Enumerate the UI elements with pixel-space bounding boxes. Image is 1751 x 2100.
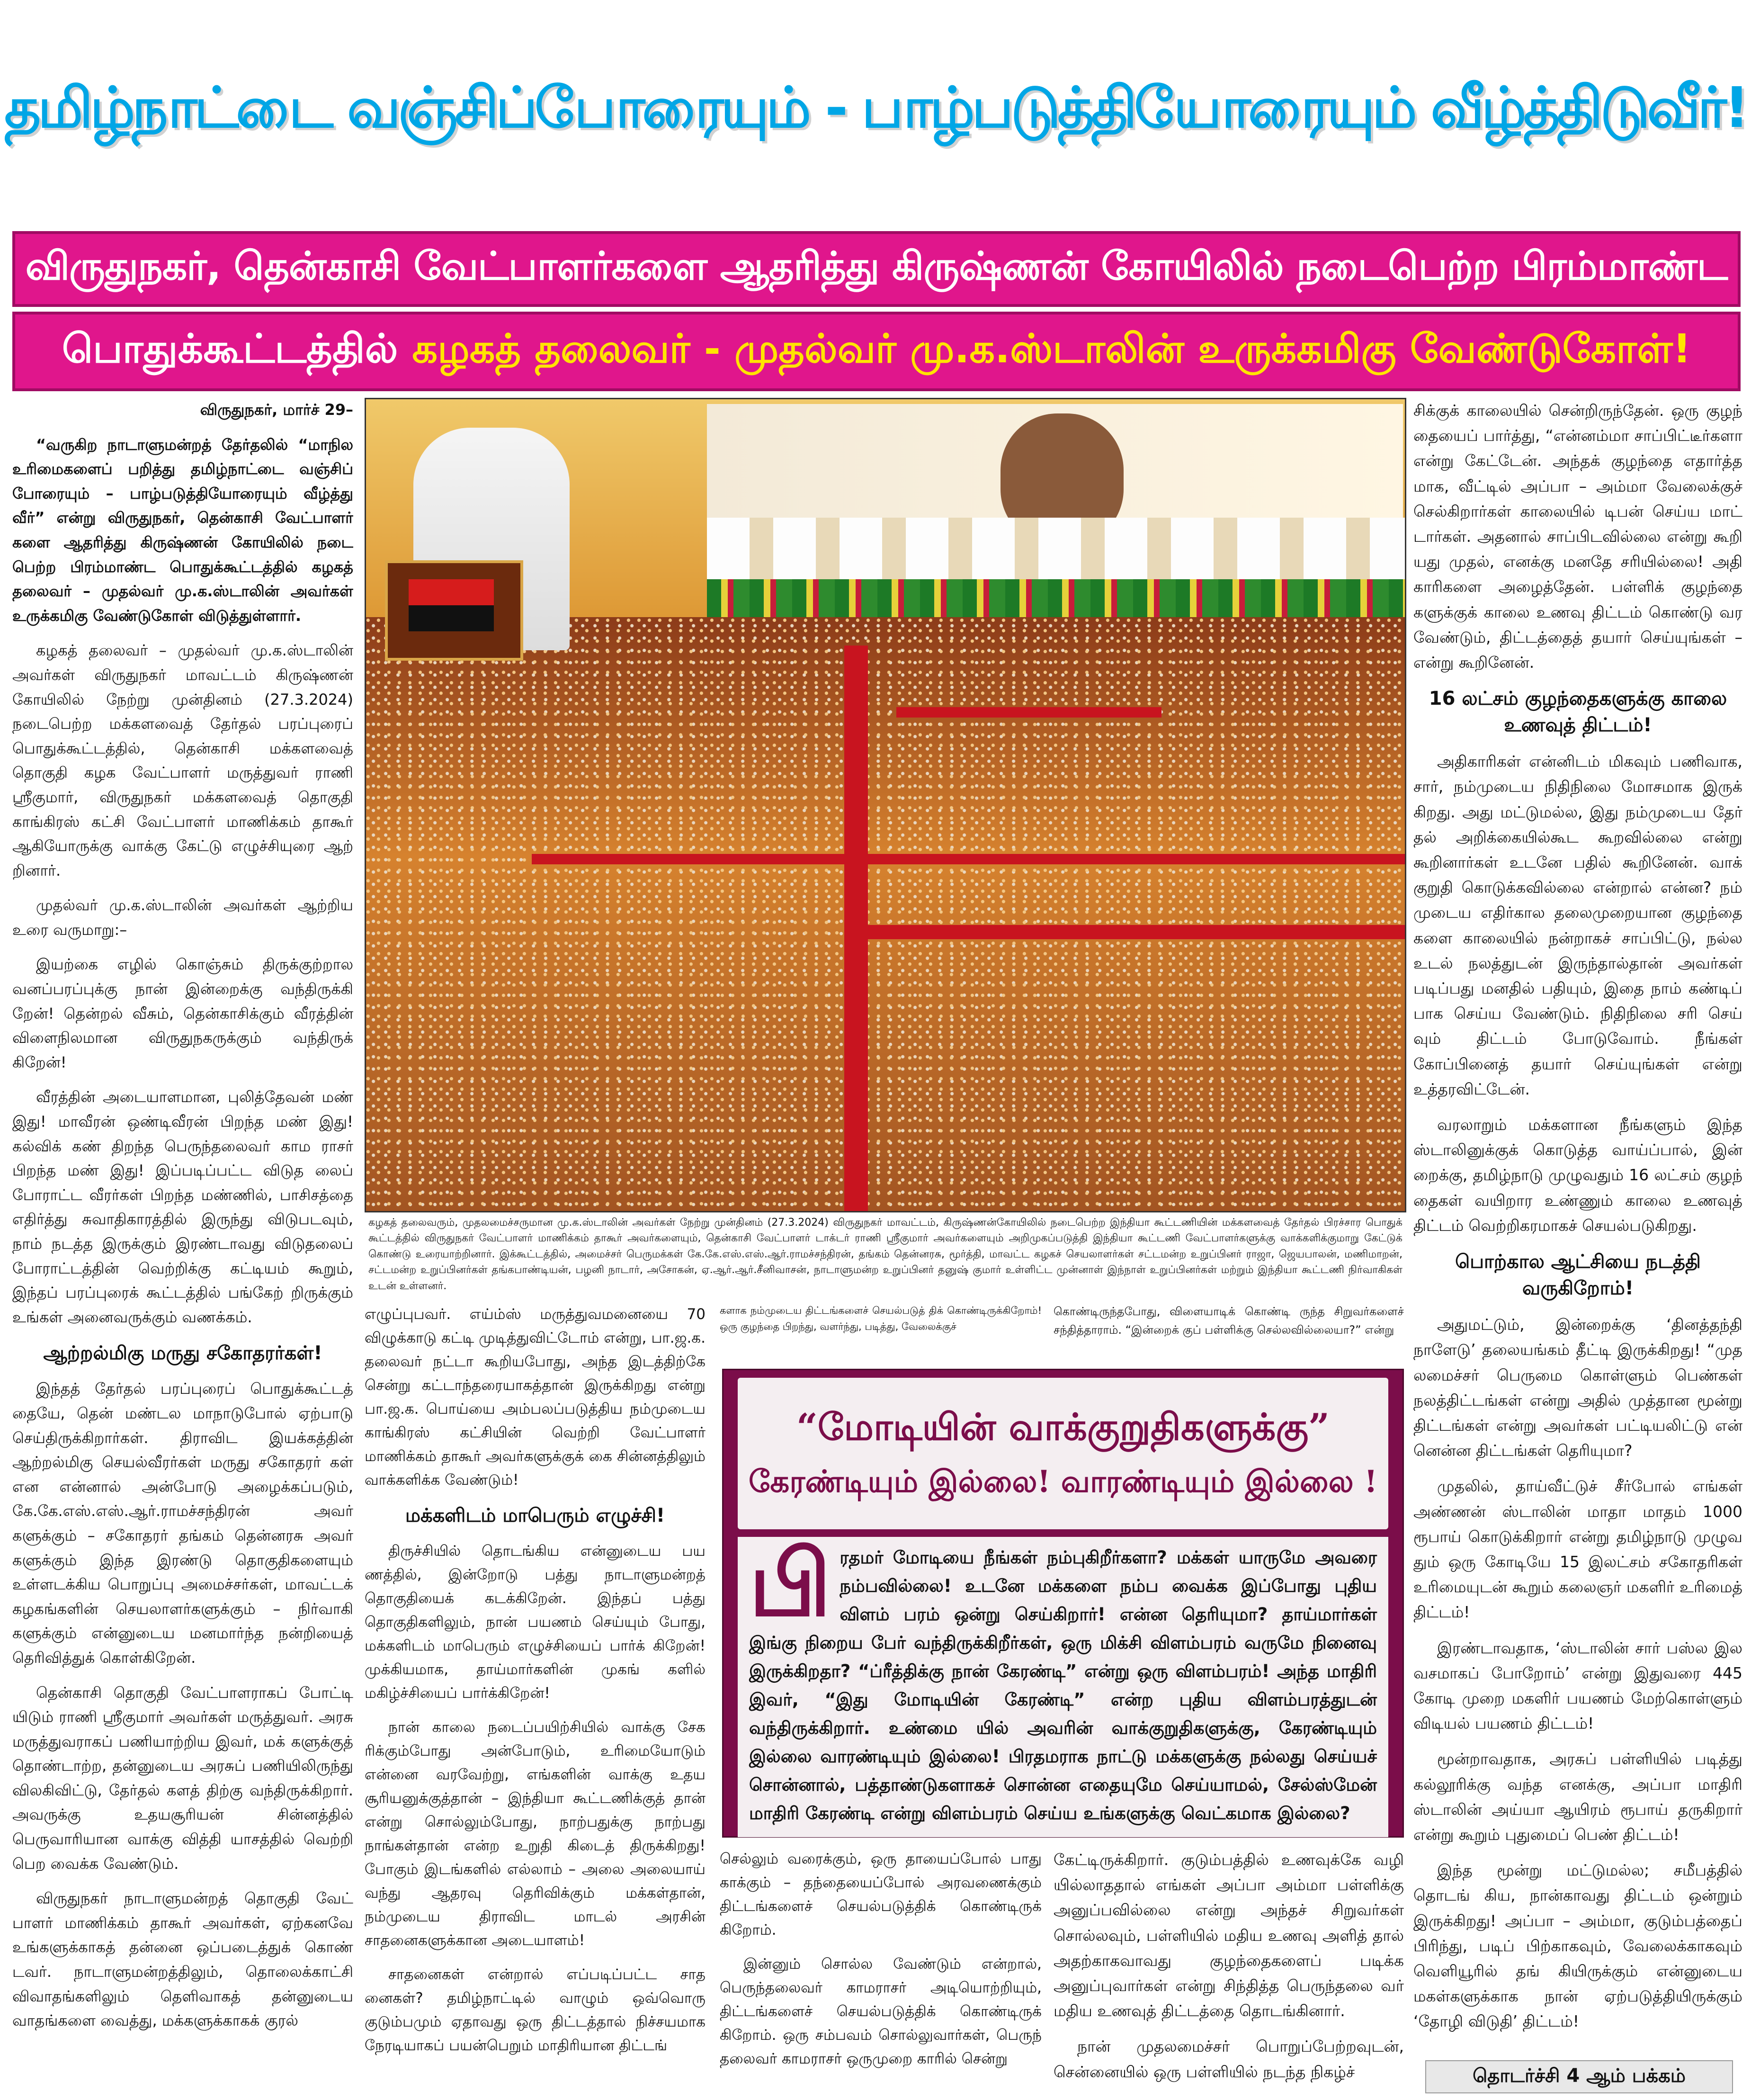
paragraph: நான் முதலமைச்சர் பொறுப்பேற்றவுடன், சென்னையில் ஒரு பள்ளியில் நடந்த நிகழ்ச்	[1054, 2037, 1404, 2081]
red-carpet-aisle	[863, 925, 1406, 939]
paragraph: இந்தத் தேர்தல் பரப்புரைப் பொதுக்கூட்டத் தையே, தென் மண்டல மாநாடுபோல் ஏற்பாடு செய்திருக்கிறார்கள். திராவிட இயக்கத்தின் ஆற்றல்மிகு செயல்வீரர்கள் மருது சகோதரர் கள் என என்னால் அன்போடு அழைக்கப்படும், கே.கே.எஸ்.எஸ்.ஆர்.ராமச்சந்திரன் அவர் களுக்கும் – சகோதரர் தங்கம் தென்னரசு அவர் களுக்கும் இந்த இரண்டு தொகுதிகளையும் உள்ளடக்கிய பொறுப்பு அமைச்சர்கள், மாவட்டக் கழகங்களின் செயலாளர்களுக்கும் – நிர்வாகி களுக்கும் என்னுடைய மனமார்ந்த நன்றியைத் தெரிவித்துக் கொள்கிறேன்.	[12, 1380, 353, 1667]
boxed-heading-line-1: “மோடியின் வாக்குறுதிகளுக்கு”	[796, 1406, 1330, 1449]
boxed-heading-line-2: கேரண்டியும் இல்லை! வாரண்டியும் இல்லை !	[748, 1464, 1378, 1499]
section-subhead: 16 லட்சம் குழந்தைகளுக்கு காலை உணவுத் திட்டம்!	[1429, 688, 1727, 736]
flower-decoration	[707, 579, 1406, 617]
continued-on-page-label: தொடர்ச்சி 4 ஆம் பக்கம்	[1425, 2060, 1733, 2093]
paragraph: எழுப்புபவர். எய்ம்ஸ் மருத்துவமனையை 70 விழுக்காடு கட்டி முடித்துவிட்டோம் என்று, பா.ஜ.க. தலைவர் நட்டா கூறியபோது, அந்த இடத்திற்கே சென்று கட்டாந்தரையாகத்தான் இருக்கிறது என்று பா.ஜ.க. பொய்யை அம்பலப்படுத்திய நம்முடைய காங்கிரஸ் கட்சியின் வெற்றி வேட்பாளர் மாணிக்கம் தாகூர் அவர்களுக்குக் கை சின்னத்திலும் வாக்களிக்க வேண்டும்!	[365, 1306, 706, 1489]
paragraph: கழகத் தலைவர் – முதல்வர் மு.க.ஸ்டாலின் அவர்கள் விருதுநகர் மாவட்டம் கிருஷ்ணன் கோயிலில் நேற்று முன்தினம் (27.3.2024) நடைபெற்ற மக்களவைத் தேர்தல் பரப்புரைப் பொதுக்கூட்டத்தில், தென்காசி மக்களவைத் தொகுதி கழக வேட்பாளர் மருத்துவர் ராணி ஸ்ரீகுமார், விருதுநகர் மக்களவைத் தொகுதி காங்கிரஸ் கட்சி வேட்பாளர் மாணிக்கம் தாகூர் ஆகியோருக்கு வாக்கு கேட்டு எழுச்சியுரை ஆற் றினார்.	[12, 641, 353, 879]
paragraph: செல்லும் வரைக்கும், ஒரு தாயைப்போல் பாது காக்கும் – தந்தையைப்போல் அரவணைக்கும் திட்டங்களைச் செயல்படுத்திக் கொண்டிருக் கிறோம்.	[720, 1850, 1042, 1938]
party-flag-emblem	[409, 579, 494, 631]
paragraph: மூன்றாவதாக, அரசுப் பள்ளியில் படித்து கல்லூரிக்கு வந்த எனக்கு, அப்பா மாதிரி ஸ்டாலின் அய்யா ஆயிரம் ரூபாய் தருகிறார் என்று கூறும் புதுமைப் பெண் திட்டம்!	[1413, 1750, 1742, 1844]
paragraph: அதிகாரிகள் என்னிடம் மிகவும் பணிவாக, சார், நம்முடைய நிதிநிலை மோசமாக இருக் கிறது. அது மட்டுமல்ல, இது நம்முடைய தேர் தல் அறிக்கையில்கூட கூறவில்லை என்று கூறினார்கள் உடனே பதில் கூறினேன். வாக் குறுதி கொடுக்கவில்லை என்றால் என்ன? நம் முடைய எதிர்கால தலைமுறையான குழந்தை களை காலையில் நன்றாகச் சாப்பிட்டு, நல்ல உடல் நலத்துடன் இருந்தால்தான் அவர்கள் படிப்பது மனதில் பதியும், இதை நாம் கண்டிப் பாக செய்ய வேண்டும். நிதிநிலை சரி செய் வும் திட்டம் போடுவோம். நீங்கள் கோப்பினைத் தயார் செய்யுங்கள் என்று உத்தரவிட்டேன்.	[1413, 752, 1742, 1098]
paragraph: இரண்டாவதாக, ‘ஸ்டாலின் சார் பஸ்ல இல வசமாகப் போறோம்’ என்று இதுவரை 445 கோடி முறை மகளிர் பயணம் மேற்கொள்ளும் விடியல் பயணம் திட்டம்!	[1413, 1638, 1742, 1733]
paragraph: நான் காலை நடைப்பயிற்சியில் வாக்கு சேக ரிக்கும்போது அன்போடும், உரிமையோடும் என்னை வரவேற்று, எங்களின் வாக்கு உதய சூரியனுக்குத்தான் – இந்தியா கூட்டணிக்குத் தான் என்று சொல்லும்போது, நாற்பதுக்கு நாற்பது நாங்கள்தான் என்ற உறுதி கிடைத் திருக்கிறது! போகும் இடங்களில் எல்லாம் – அலை அலையாய் வந்து ஆதரவு தெரிவிக்கும் மக்கள்தான், நம்முடைய திராவிட மாடல் அரசின் சாதனைகளுக்கான அடையாளம்!	[365, 1719, 706, 1949]
red-carpet-aisle	[896, 707, 1161, 718]
paragraph: அதுமட்டும், இன்றைக்கு ‘தினத்தந்தி நாளேடு’ தலையங்கம் தீட்டி இருக்கிறது! “முத லமைச்சர் பெருமை கொள்ளும் பெண்கள் நலத்திட்டங்கள் என்று அதில் முத்தான மூன்று திட்டங்கள் என்று அவர்கள் பட்டியலிட்டு என் னென்ன திட்டங்கள் தெரியுமா?	[1413, 1315, 1742, 1460]
section-subhead: ஆற்றல்மிகு மருது சகோதரர்கள்!	[43, 1342, 322, 1364]
paragraph: திருச்சியில் தொடங்கிய என்னுடைய பய ணத்தில், இன்றோடு பத்து நாடாளுமன்றத் தொகுதியைக் கடக்கிறேன். இந்தப் பத்து தொகுதிகளிலும், நான் பயணம் செய்யும் போது, மக்களிடம் மாபெரும் எழுச்சியைப் பார்க் கிறேன்! முக்கியமாக, தாய்மார்களின் முகங் களில் மகிழ்ச்சியைப் பார்க்கிறேன்!	[365, 1543, 706, 1702]
article-column-c2-top	[1054, 1302, 1404, 1359]
dignitaries-row	[707, 518, 1406, 584]
boxed-body	[738, 1537, 1388, 1837]
crowd	[366, 617, 1405, 1212]
subheadline-part-a: பொதுக்கூட்டத்தில்	[62, 325, 398, 372]
paragraph: களாக நம்முடைய திட்டங்களைச் செயல்படுத் திக் கொண்டிருக்கிறோம்! ஒரு குழந்தை பிறந்து, வளர்ந்து, படித்து, வேலைக்குச்	[720, 1305, 1042, 1332]
paragraph: இன்னும் சொல்ல வேண்டும் என்றால், பெருந்தலைவர் காமராசர் அடியொற்றியும், திட்டங்களைச் செயல்படுத்திக் கொண்டிருக் கிறோம். ஒரு சம்பவம் சொல்லுவார்கள், பெருந் தலைவர் காமராசர் ஒருமுறை காரில் சென்று	[720, 1956, 1042, 2067]
paragraph: தென்காசி தொகுதி வேட்பாளராகப் போட்டி யிடும் ராணி ஸ்ரீகுமார் அவர்கள் மருத்துவர். அரசு மருத்துவராகப் பணியாற்றிய இவர், மக் களுக்குத் தொண்டாற்ற, தன்னுடைய அரசுப் பணியிலிருந்து விலகிவிட்டு, தேர்தல் களத் திற்கு வந்திருக்கிறார். அவருக்கு உதயசூரியன் சின்னத்தில் பெருவாரியான வாக்கு வித்தி யாசத்தில் வெற்றி பெற வைக்க வேண்டும்.	[12, 1683, 353, 1873]
rally-photo	[365, 398, 1406, 1212]
subheadline-band-1: விருதுநகர், தென்காசி வேட்பாளர்களை ஆதரித்து கிருஷ்ணன் கோயிலில் நடைபெற்ற பிரம்மாண்ட	[12, 231, 1741, 307]
paragraph: இயற்கை எழில் கொஞ்சும் திருக்குற்றால வனப்பரப்புக்கு நான் இன்றைக்கு வந்திருக்கி றேன்! தென்றல் வீசும், தென்காசிக்கும் வீரத்தின் விளைநிலமான விருதுநகருக்கும் வந்திருக் கிறேன்!	[12, 955, 353, 1071]
paragraph: முதலில், தாய்வீட்டுச் சீர்போல் எங்கள் அண்ணன் ஸ்டாலின் மாதா மாதம் 1000 ரூபாய் கொடுக்கிறார் என்று தமிழ்நாடு முழுவ தும் ஒரு கோடியே 15 இலட்சம் சகோதரிகள் உரிமையுடன் கூறும் கலைஞர் மகளிர் உரிமைத் திட்டம்!	[1413, 1477, 1742, 1622]
article-column-b	[365, 1302, 706, 2098]
red-carpet-aisle	[532, 854, 1406, 864]
boxed-text: ரதமர் மோடியை நீங்கள் நம்புகிறீர்களா? மக்கள் யாருமே அவரை நம்பவில்லை! உடனே மக்களை நம்ப வைக்க இப்போது புதிய விளம் பரம் ஒன்று செய்கிறார்! என்ன தெரியுமா? தாய்மார்கள் இங்கு நிறைய பேர் வந்திருக்கிறீர்கள், ஒரு மிக்சி விளம்பரம் வருமே நினைவு இருக்கிறதா? “ப்ரீத்திக்கு நான் கேரண்டி” என்று ஒரு விளம்பரம்! அந்த மாதிரி இவர், “இது மோடியின் கேரண்டி” என்ற புதிய விளம்பரத்துடன் வந்திருக்கிறார். உண்மை யில் அவரின் வாக்குறுதிகளுக்கு, கேரண்டியும் இல்லை வாரண்டியும் இல்லை! பிரதமராக நாட்டு மக்களுக்கு நல்லது செய்யச் சொன்னால், பத்தாண்டுகளாகச் சொன்ன எதையுமே செய்யாமல், சேல்ஸ்மேன் மாதிரி கேரண்டி என்று விளம்பரம் செய்ய உங்களுக்கு வெட்கமாக இல்லை?	[749, 1547, 1377, 1823]
section-subhead: மக்களிடம் மாபெரும் எழுச்சி!	[405, 1505, 665, 1526]
lead-paragraph: “வருகிற நாடாளுமன்றத் தேர்தலில் “மாநில உரிமைகளைப் பறித்து தமிழ்நாட்டை வஞ்சிப் போரையும் – பாழ்படுத்தியோரையும் வீழ்த்து வீர்” என்று விருதுநகர், தென்காசி வேட்பாளர் களை ஆதரித்து கிருஷ்ணன் கோயிலில் நடை பெற்ற பிரம்மாண்ட பொதுக்கூட்டத்தில் கழகத் தலைவர் – முதல்வர் மு.க.ஸ்டாலின் அவர்கள் உருக்கமிகு வேண்டுகோள் விடுத்துள்ளார்.	[12, 435, 353, 625]
article-column-c-top	[720, 1302, 1042, 1359]
article-column-left	[12, 398, 353, 2093]
boxed-heading	[738, 1378, 1388, 1529]
boxed-quote-section	[722, 1369, 1404, 1838]
paragraph: கொண்டிருந்தபோது, விளையாடிக் கொண்டி ருந்த சிறுவர்களைச் சந்தித்தாராம். “இன்றைக் குப் பள்ளிக்கு செல்லவில்லையா?” என்று	[1054, 1305, 1404, 1337]
paragraph: வரலாறும் மக்களான நீங்களும் இந்த ஸ்டாலினுக்குக் கொடுத்த வாய்ப்பால், இன் றைக்கு, தமிழ்நாடு முழுவதும் 16 லட்சம் குழந் தைகள் வயிறார உண்ணும் காலை உணவுத் திட்டம் வெற்றிகரமாகச் செயல்படுகிறது.	[1413, 1115, 1742, 1235]
paragraph: சிக்குக் காலையில் சென்றிருந்தேன். ஒரு குழந் தையைப் பார்த்து, “என்னம்மா சாப்பிட்டீர்களா என்று கேட்டேன். அந்தக் குழந்தை எதார்த்த மாக, வீட்டில் அப்பா – அம்மா வேலைக்குச் செல்கிறார்கள் காலையில் டிபன் செய்ய மாட் டார்கள். அதனால் சாப்பிடவில்லை என்று கூறி யது முதல், எனக்கு மனதே சரியில்லை! அதி காரிகளை அழைத்தேன். பள்ளிக் குழந்தை களுக்குக் காலை உணவு திட்டம் கொண்டு வர வேண்டும், திட்டத்தைத் தயார் செய்யுங்கள் – என்று கூறினேன்.	[1413, 401, 1742, 672]
subheadline-part-b: கழகத் தலைவர் - முதல்வர் மு.க.ஸ்டாலின் உருக்கமிகு வேண்டுகோள்!	[412, 325, 1691, 372]
article-column-c-bottom	[720, 1847, 1042, 2098]
drop-cap: பி	[749, 1537, 831, 1636]
main-headline: தமிழ்நாட்டை வஞ்சிப்போரையும் - பாழ்படுத்தியோரையும் வீழ்த்திடுவீர்!	[4, 75, 1747, 140]
dateline: விருதுநகர், மார்ச் 29–	[200, 401, 353, 419]
article-column-c2-bottom	[1054, 1847, 1404, 2098]
paragraph: முதல்வர் மு.க.ஸ்டாலின் அவர்கள் ஆற்றிய உரை வருமாறு:–	[12, 896, 353, 939]
photo-caption: கழகத் தலைவரும், முதலமைச்சருமான மு.க.ஸ்டாலின் அவர்கள் நேற்று முன்தினம் (27.3.2024) விருதுநகர் மாவட்டம், கிருஷ்ணன்கோயிலில் நடைபெற்ற இந்தியா கூட்டணியின் மக்களவைத் தேர்தல் பிரச்சார பொதுக் கூட்டத்தில் விருதுநகர் வேட்பாளர் மாணிக்கம் தாகூர் அவர்களையும், தென்காசி வேட்பாளர் டாக்டர் ராணி ஸ்ரீகுமார் அவர்களையும் அறிமுகப்படுத்தி இந்தியா கூட்டணி வேட்பாளர்களுக்கு வாக்களிக்குமாறு கேட்டுக் கொண்டு உரையாற்றினார். இக்கூட்டத்தில், அமைச்சர் பெருமக்கள் கே.கே.எஸ்.எஸ்.ஆர்.ராமச்சந்திரன், தங்கம் தென்னரசு, மூர்த்தி, மாவட்ட கழகச் செயலாளர்கள் சட்டமன்ற உறுப்பினர் ராஜா, ஜெயபாலன், மணிமாறன், சட்டமன்ற உறுப்பினர்கள் தங்கபாண்டியன், பழனி நாடார், அசோகன், ஏ.ஆர்.ஆர்.சீனிவாசன், நாடாளுமன்ற உறுப்பினர் தனுஷ் குமார் உள்ளிட்ட முன்னாள் இந்நாள் உறுப்பினர்கள் மற்றும் இந்தியா கூட்டணி நிர்வாகிகள் உடன் உள்ளனர்.	[368, 1217, 1403, 1292]
article-column-right	[1413, 398, 1742, 2093]
paragraph: விருதுநகர் நாடாளுமன்றத் தொகுதி வேட் பாளர் மாணிக்கம் தாகூர் அவர்கள், ஏற்கனவே உங்களுக்காகத் தன்னை ஒப்படைத்துக் கொண் டவர். நாடாளுமன்றத்திலும், தொலைக்காட்சி விவாதங்களிலும் தெளிவாகத் தன்னுடைய வாதங்களை வைத்து, மக்களுக்காகக் குரல்	[12, 1889, 353, 2030]
paragraph: சாதனைகள் என்றால் எப்படிப்பட்ட சாத னைகள்? தமிழ்நாட்டில் வாழும் ஒவ்வொரு குடும்பமும் ஏதாவது ஒரு திட்டத்தால் நிச்சயமாக நேரடியாகப் பயன்பெறும் மாதிரியான திட்டங்	[365, 1966, 706, 2054]
paragraph: வீரத்தின் அடையாளமான, புலித்தேவன் மண் இது! மாவீரன் ஒண்டிவீரன் பிறந்த மண் இது! கல்விக் கண் திறந்த பெருந்தலைவர் காம ராசர் பிறந்த மண் இது! இப்படிப்பட்ட விடுத லைப் போராட்ட வீரர்கள் பிறந்த மண்ணில், பாசிசத்தை எதிர்த்து சுவாதிகாரத்தில் இருந்து விடுபடவும், நாம் நடத்த இருக்கும் இரண்டாவது விடுதலைப் போராட்டத்தின் வெற்றிக்கு கட்டியம் கூறும், இந்தப் பரப்புரைக் கூட்டத்தில் பங்கேற் றிருக்கும் உங்கள் அனைவருக்கும் வணக்கம்.	[12, 1088, 353, 1326]
paragraph: கேட்டிருக்கிறார். குடும்பத்தில் உணவுக்கே வழி யில்லாததால் எங்கள் அப்பா அம்மா பள்ளிக்கு அனுப்பவில்லை என்று அந்தச் சிறுவர்கள் சொல்லவும், பள்ளியில் மதிய உணவு அளித் தால் அதற்காகவாவது குழந்தைகளைப் படிக்க அனுப்புவார்கள் என்று சிந்தித்த பெருந்தலை வர் மதிய உணவுத் திட்டத்தை தொடங்கினார்.	[1054, 1850, 1404, 2020]
paragraph: இந்த மூன்று மட்டுமல்ல; சமீபத்தில் தொடங் கிய, நான்காவது திட்டம் ஒன்றும் இருக்கிறது! அப்பா – அம்மா, குடும்பத்தைப் பிரிந்து, படிப் பிற்காகவும், வேலைக்காகவும் வெளியூரில் தங் கியிருக்கும் என்னுடைய மகள்களுக்காக நான் ஏற்படுத்தியிருக்கும் ‘தோழி விடுதி’ திட்டம்!	[1413, 1861, 1742, 2031]
subheadline-band-2	[12, 312, 1741, 391]
section-subhead: பொற்கால ஆட்சியை நடத்தி வருகிறோம்!	[1455, 1251, 1701, 1300]
